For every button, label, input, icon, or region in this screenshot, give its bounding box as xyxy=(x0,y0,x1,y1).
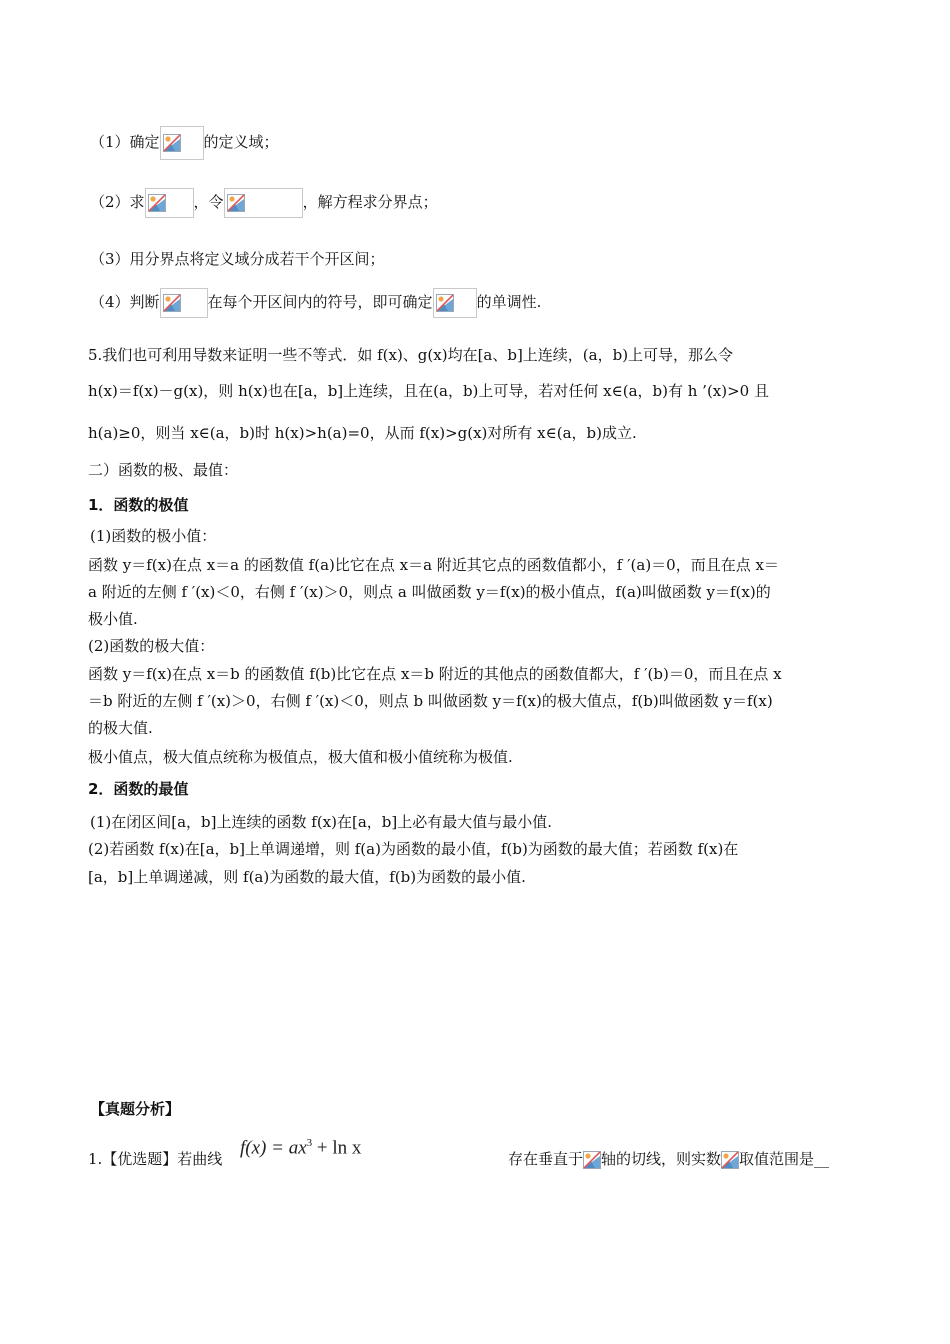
step-1-suffix: 的定义域； xyxy=(203,133,279,151)
formula-image-placeholder xyxy=(433,288,477,318)
broken-image-icon xyxy=(721,1151,739,1169)
formula-image-placeholder xyxy=(145,188,194,218)
question-1-prefix: 1.【优选题】若曲线 xyxy=(88,1150,223,1168)
subsection-most-value: 2．函数的最值 xyxy=(88,780,189,798)
step-2 xyxy=(90,188,438,218)
item5-line-1: 5.我们也可利用导数来证明一些不等式．如 f(x)、g(x)均在[a、b]上连续，(a，b)上可导，那么令 xyxy=(88,346,734,364)
step-2-middle: ，令 xyxy=(193,193,224,211)
question-1-suffix: 取值范围是__ xyxy=(739,1150,830,1168)
step-1-prefix: （1）确定 xyxy=(90,133,160,151)
min-line-1: 函数 y＝f(x)在点 x＝a 的函数值 f(a)比它在点 x＝a 附近其它点的函数值都小，f ′(a)＝0，而且在点 x＝ xyxy=(88,556,779,574)
formula-image-placeholder xyxy=(721,1150,739,1170)
min-line-3: 极小值. xyxy=(88,610,138,628)
subsection-extremum: 1．函数的极值 xyxy=(88,496,189,514)
question-1-tail xyxy=(508,1148,829,1170)
item5-line-3: h(a)≥0，则当 x∈(a，b)时 h(x)>h(a)=0，从而 f(x)>g(x)对所有 x∈(a，b)成立. xyxy=(88,424,637,442)
item5-line-2: h(x)＝f(x)－g(x)，则 h(x)也在[a，b]上连续，且在(a，b)上可导，若对任何 x∈(a，b)有 h ’(x)>0 且 xyxy=(88,382,769,400)
broken-image-icon xyxy=(148,194,166,212)
step-4-prefix: （4）判断 xyxy=(90,293,160,311)
formula-image-placeholder xyxy=(583,1150,601,1170)
most-line-3: [a，b]上单调递减，则 f(a)为函数的最大值，f(b)为函数的最小值. xyxy=(88,868,526,886)
step-3: （3）用分界点将定义域分成若干个开区间； xyxy=(90,250,385,268)
analysis-heading: 【真题分析】 xyxy=(90,1100,181,1118)
step-4-middle: 在每个开区间内的符号，即可确定 xyxy=(207,293,433,311)
formula-image-placeholder xyxy=(160,126,204,160)
question-1-mid2: 轴的切线，则实数 xyxy=(601,1150,722,1168)
extremum-summary: 极小值点，极大值点统称为极值点，极大值和极小值统称为极值. xyxy=(88,748,513,766)
broken-image-icon xyxy=(227,194,245,212)
most-line-2: (2)若函数 f(x)在[a，b]上单调递增，则 f(a)为函数的最小值，f(b)为函数的最大值；若函数 f(x)在 xyxy=(88,840,739,858)
section-heading: 二）函数的极、最值： xyxy=(88,461,239,479)
broken-image-icon xyxy=(163,294,181,312)
broken-image-icon xyxy=(163,134,181,152)
max-title: (2)函数的极大值： xyxy=(88,637,215,655)
min-line-2: a 附近的左侧 f ′(x)＜0，右侧 f ′(x)＞0，则点 a 叫做函数 y＝f(x)的极小值点，f(a)叫做函数 y＝f(x)的 xyxy=(88,583,771,601)
formula-image-placeholder xyxy=(160,288,208,318)
step-1 xyxy=(90,126,279,160)
max-line-1: 函数 y＝f(x)在点 x＝b 的函数值 f(b)比它在点 x＝b 附近的其他点的函数值都大，f ′(b)＝0，而且在点 x xyxy=(88,665,782,683)
equation-image: $f(x) = ax^3 + \ln x$ xyxy=(240,1137,362,1159)
broken-image-icon xyxy=(583,1151,601,1169)
max-line-2: ＝b 附近的左侧 f ′(x)＞0，右侧 f ′(x)＜0，则点 b 叫做函数 y＝f(x)的极大值点，f(b)叫做函数 y＝f(x) xyxy=(88,692,773,710)
formula-image-placeholder xyxy=(224,188,303,218)
max-line-3: 的极大值. xyxy=(88,719,153,737)
step-2-suffix: ，解方程求分界点； xyxy=(302,193,438,211)
min-title: (1)函数的极小值： xyxy=(90,527,217,545)
step-4 xyxy=(90,288,541,318)
step-4-suffix: 的单调性. xyxy=(476,293,542,311)
question-1-mid: 存在垂直于 xyxy=(508,1150,584,1168)
broken-image-icon xyxy=(436,294,454,312)
step-2-prefix: （2）求 xyxy=(90,193,145,211)
question-1-equation xyxy=(240,1132,361,1159)
most-line-1: (1)在闭区间[a，b]上连续的函数 f(x)在[a，b]上必有最大值与最小值. xyxy=(90,813,552,831)
